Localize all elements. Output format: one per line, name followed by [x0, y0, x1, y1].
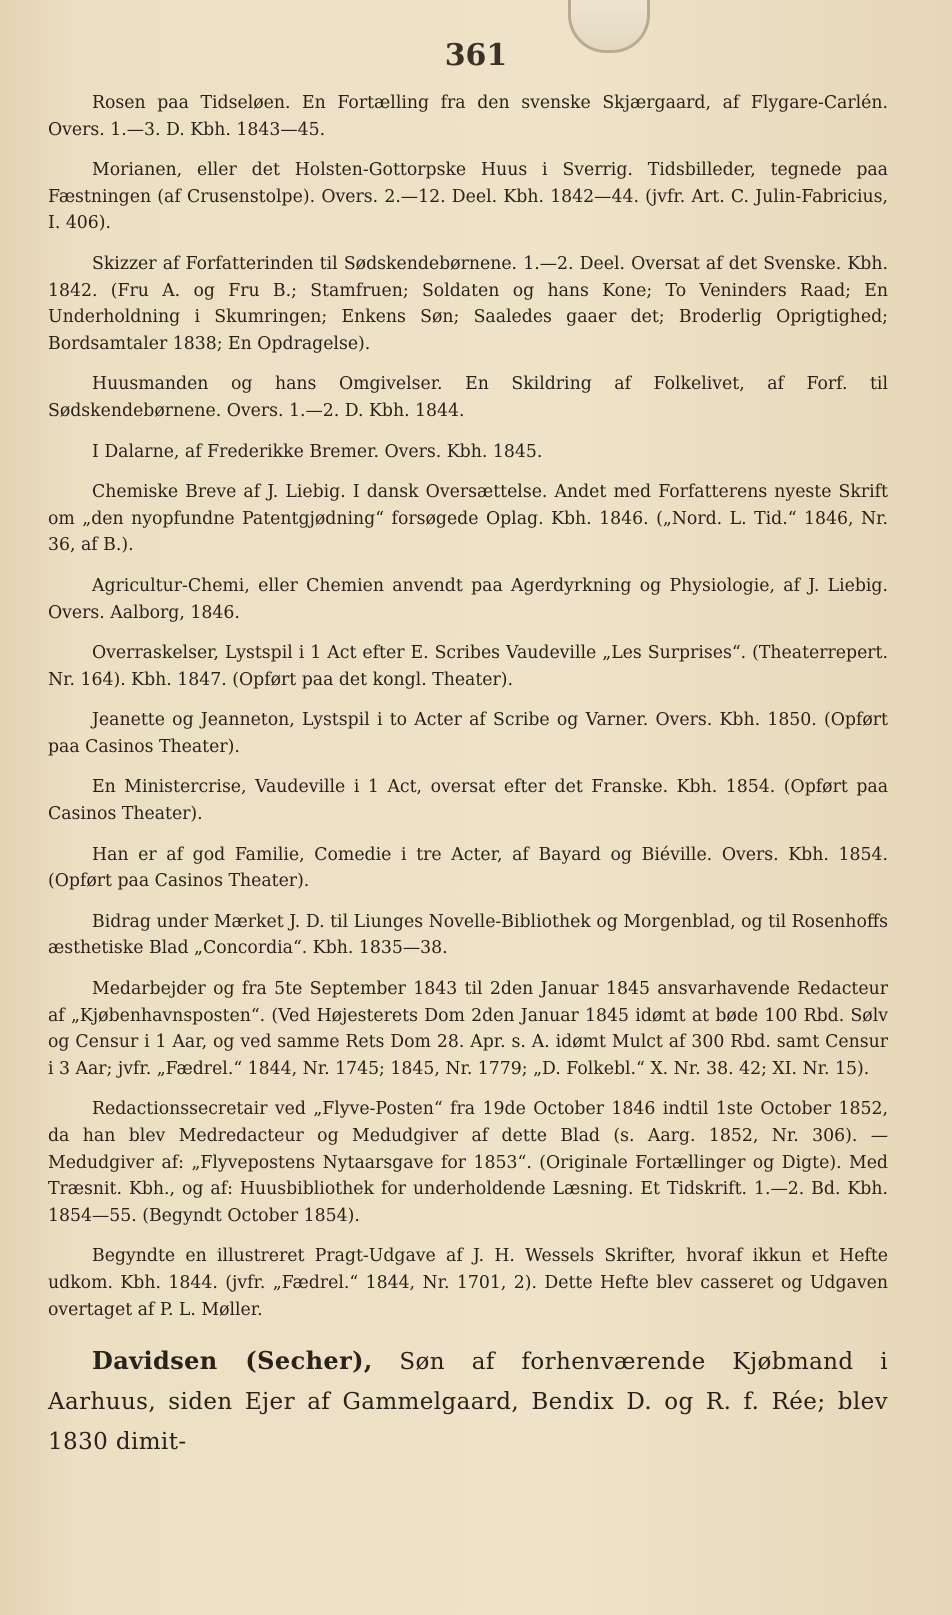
entry-i-dalarne: I Dalarne, af Frederikke Bremer. Overs. Kbh. 1845. [92, 441, 543, 462]
entry-morianen: Morianen, eller det Holsten-Gottorpske Huus i Sverrig. Tidsbilleder, tegnede paa Fæstningen (af Crusenstolpe). Overs. 2.—12. Deel. Kbh. 1842—44. (jvfr. Art. C. Julin-Fabricius, I. 406). [48, 160, 888, 234]
entry-huusmanden: Huusmanden og hans Omgivelser. En Skildring af Folkelivet, af Forf. til Sødskendebørnene. Overs. 1.—2. D. Kbh. 1844. [48, 374, 888, 421]
page-number: 361 [444, 38, 508, 73]
entry-agricultur-chemi: Agricultur-Chemi, eller Chemien anvendt paa Agerdyrkning og Physiologie, af J. Liebig. Overs. Aalborg, 1846. [48, 575, 888, 623]
entry-redactionssecretair: Redactionssecretair ved „Flyve-Posten“ fra 19de October 1846 indtil 1ste October 1852, da han blev Medredacteur og Medudgiver af dette Blad (s. Aarg. 1852, Nr. 306). — Medudgiver af: „Flyvepostens Nytaarsgave for 1853“. (Originale Fortællinger og Digte). Med Træsnit. Kbh., og af: Huusbibliothek for underholdende Læsning. Et Tidskrift. 1.—2. Bd. Kbh. 1854—55. (Begyndt October 1854). [48, 1099, 888, 1226]
entry-ministercrise: En Ministercrise, Vaudeville i 1 Act, oversat efter det Franske. Kbh. 1854. (Opført paa Casinos Theater). [48, 777, 888, 825]
entry-rosen-paa-tidseloen: Rosen paa Tidseløen. En Fortælling fra den svenske Skjærgaard, af Flygare-Carlén. Overs. 1.—3. D. Kbh. 1843—45. [48, 93, 888, 140]
entry-bidrag: Bidrag under Mærket J. D. til Liunges Novelle-Bibliothek og Morgenblad, og til Rosenhoffs æsthetiske Blad „Concordia“. Kbh. 1835—38. [48, 911, 888, 959]
entry-pragt-udgave: Begyndte en illustreret Pragt-Udgave af J. H. Wessels Skrifter, hvoraf ikkun et Hefte udkom. Kbh. 1844. (jvfr. „Fædrel.“ 1844, Nr. 1701, 2). Dette Hefte blev casseret og Udgaven overtaget af P. L. Møller. [48, 1246, 888, 1320]
entry-overraskelser: Overraskelser, Lystspil i 1 Act efter E. Scribes Vaudeville „Les Surprises“. (Theaterrepert. Nr. 164). Kbh. 1847. (Opført paa det kongl. Theater). [48, 643, 888, 690]
entry-heading-text: Søn af forhenværende Kjøbmand i Aarhuus, siden Ejer af Gammelgaard, Bendix D. og R. f. Rée; blev 1830 dimit- [48, 1349, 888, 1456]
entry-skizzer: Skizzer af Forfatterinden til Sødskendebørnene. 1.—2. Deel. Oversat af det Svenske. Kbh. 1842. (Fru A. og Fru B.; Stamfruen; Soldaten og hans Kone; To Veninders Raad; En Underholdning i Skumringen; Enkens Søn; Saaledes gaaer det; Broderlig Oprigtighed; Bordsamtaler 1838; En Opdragelse). [48, 253, 888, 354]
entry-heading-name: Davidsen (Secher), [92, 1346, 373, 1376]
entry-chemiske-breve: Chemiske Breve af J. Liebig. I dansk Oversættelse. Andet med Forfatterens nyeste Skrift om „den nyopfundne Patentgjødning“ forsøgede Oplag. Kbh. 1846. („Nord. L. Tid.“ 1846, Nr. 36, af B.). [48, 482, 888, 556]
entry-jeanette: Jeanette og Jeanneton, Lystspil i to Acter af Scribe og Varner. Overs. Kbh. 1850. (Opført paa Casinos Theater). [48, 710, 888, 757]
entry-medarbejder: Medarbejder og fra 5te September 1843 til 2den Januar 1845 ansvarhavende Redacteur af „Kjøbenhavnsposten“. (Ved Højesterets Dom 2den Januar 1845 idømt at bøde 100 Rbd. Sølv og Censur i 1 Aar, og ved samme Rets Dom 28. Apr. s. A. idømt Mulct af 300 Rbd. samt Censur i 3 Aar; jvfr. „Fædrel.“ 1844, Nr. 1745; 1845, Nr. 1779; „D. Folkebl.“ X. Nr. 38. 42; XI. Nr. 15). [48, 979, 888, 1079]
bibliography-text [48, 90, 888, 1485]
entry-god-familie: Han er af god Familie, Comedie i tre Acter, af Bayard og Biéville. Overs. Kbh. 1854. (Opført paa Casinos Theater). [48, 844, 888, 892]
new-entry-davidsen [48, 1341, 888, 1462]
